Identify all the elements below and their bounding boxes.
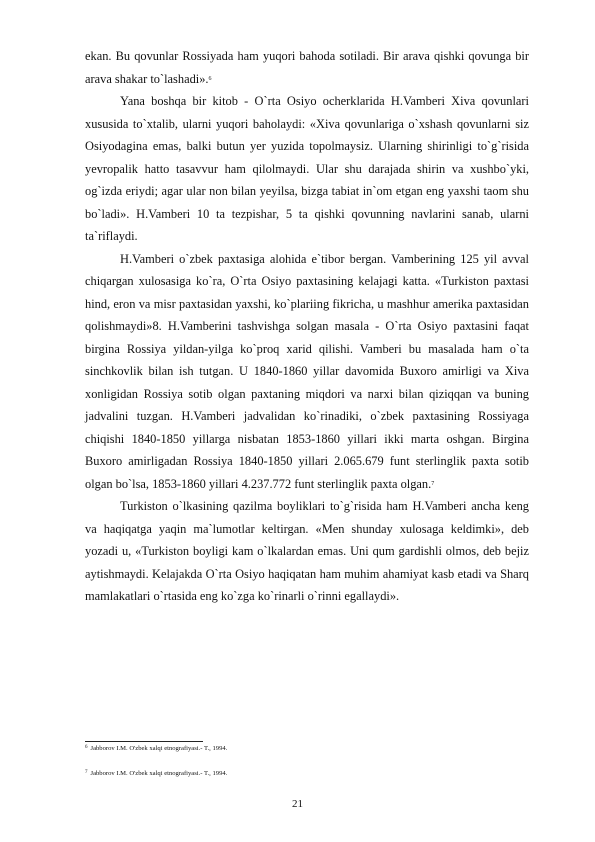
page-number: 21 [292,798,303,810]
footnote-ref: 6 [208,75,212,82]
footnote-text: Jabborov I.M. O'zbek xalqi etnografiyasi.- T., 1994. [90,745,228,752]
footnote-number: 7 [85,770,88,775]
footnote-text: Jabborov I.M. O'zbek xalqi etnografiyasi.- T., 1994. [90,770,228,777]
body-text [85,45,529,608]
footnotes [85,743,529,793]
paragraph: H.Vamberi o`zbek paxtasiga alohida e`tibor bergan. Vamberining 125 yil avval chiqargan xulosasiga ko`ra, O`rta Osiyo paxtasining kelajagi katta. «Turkiston paxtasi hind, eron va misr paxtasidan yaxshi, ko`plariing fikricha, u mashhur amerika paxtasidan qolishmaydi»8. H.Vamberini tashvishga solgan masala - O`rta Osiyo paxtasini faqat birgina Rossiya yildan-yilga ko`proq xarid qilishi. Vamberi bu masalada ham o`ta sinchkovlik bilan ish tutgan. U 1840-1860 yillar davomida Buxoro amirligi va Xiva xonligidan Rossiya sotib olgan paxtaning miqdori va narxi bilan qiziqqan va buning jadvalini tuzgan. H.Vamberi jadvalidan ko`rinadiki, o`zbek paxtasining Rossiyaga chiqishi 1840-1850 yillarga nisbatan 1853-1860 yillari ikki marta oshgan. Birgina Buxoro amirligadan Rossiya 1840-1850 yillari 2.065.679 funt sterlinglik paxta sotib olgan bo`lsa, 1853-1860 yillari 4.237.772 funt sterlinglik paxta olgan.$^7$ [85,251,529,491]
footnote-divider [85,741,203,742]
paragraph-continuation: ekan. Bu qovunlar Rossiyada ham yuqori bahoda sotiladi. Bir arava qishki qovunga bir arava shakar to`lashadi».$^6$ [85,49,529,86]
footnote-number: 6 [85,745,88,750]
paragraph: Turkiston o`lkasining qazilma boyliklari to`g`risida ham H.Vamberi ancha keng va haqiqatga yaqin ma`lumotlar keltirgan. «Men shunday xulosaga keldimki», deb yozadi u, «Turkiston boyligi kam o`lkalardan emas. Uni qum gardishli olmos, deb bejiz aytishmaydi. Kelajakda O`rta Osiyo haqiqatan ham muhim ahamiyat kasb etadi va Sharq mamlakatlari o`rtasida eng ko`zga ko`rinarli o`rinni egallaydi». [85,499,529,603]
footnote-item [85,768,529,779]
paragraph: Yana boshqa bir kitob - O`rta Osiyo ocherklarida H.Vamberi Xiva qovunlari xususida to`xtalib, ularni yuqori baholaydi: «Xiva qovunlariga o`xshash qovunlarni siz Osiyodagina emas, balki butun yer yuzida topolmaysiz. Ularning shirinligi to`g`risida yevropalik hatto tasavvur ham qilolmaydi. Ular shu darajada shirin va xushbo`yki, og`izda eriydi; agar ular non bilan yeyilsa, bizga tabiat in`om etgan eng yaxshi taom shu bo`ladi». H.Vamberi 10 ta tezpishar, 5 ta qishki qovunning navlarini sanab, ularni ta`riflaydi. [85,94,529,243]
footnote-ref: 7 [431,480,435,487]
footnote-item [85,743,529,754]
